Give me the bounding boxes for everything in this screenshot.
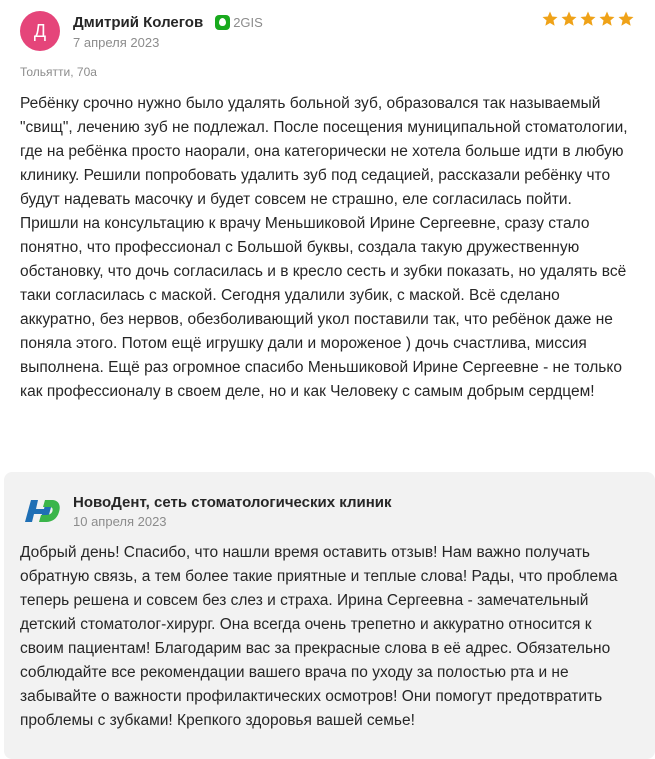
2gis-icon bbox=[215, 15, 230, 30]
review-source bbox=[215, 15, 263, 30]
branch-address[interactable]: Тольятти, 70а bbox=[20, 65, 97, 79]
author-name[interactable]: Дмитрий Колегов bbox=[73, 14, 204, 31]
rating-stars bbox=[540, 10, 635, 28]
author-line bbox=[73, 14, 263, 31]
source-label: 2GIS bbox=[233, 15, 263, 30]
review-date: 7 апреля 2023 bbox=[73, 35, 160, 50]
reply-date: 10 апреля 2023 bbox=[73, 514, 167, 529]
star-icon bbox=[579, 10, 597, 28]
review-header bbox=[20, 8, 635, 56]
reply-text: Добрый день! Спасибо, что нашли время оставить отзыв! Нам важно получать обратную связь, а тем более такие приятные и теплые слова! Рады, что проблема теперь решена и совсем без слез и страха. Ирина Сергеевна - замечательный детский стоматолог-хирург. Она всегда очень трепетно и аккуратно относится к своим пациентам! Благодарим вас за прекрасные слова в её адрес. Обязательно соблюдайте все рекомендации вашего врача по уходу за полостью рта и не забывайте о важности профилактических осмотров! Они помогут предотвратить проблемы с зубками! Крепкого здоровья вашей семье! bbox=[20, 544, 618, 729]
review-text: Ребёнку срочно нужно было удалять больной зуб, образовался так называемый "свищ", лечению зуб не подлежал. После посещения муниципальной стоматологии, где на ребёнка просто наорали, она категорически не хотела больше идти в любую клинику. Решили попробовать удалить зуб под седацией, рассказали ребёнку что будут надевать масочку и будет совсем не страшно, еле согласилась пойти. Пришли на консультацию к врачу Меньшиковой Ирине Сергеевне, сразу стало понятно, что профессионал с Большой буквы, создала такую дружественную обстановку, что дочь согласилась и в кресло сесть и зубки показать, но удалять всё таки согласилась с маской. Сегодня удалили зубик, с маской. Всё сделано аккуратно, без нервов, обезболивающий укол поставили так, что ребёнок даже не поняла этого. Потом ещё игрушку дали и мороженое ) дочь счастлива, миссия выполнена. Ещё раз огромное спасибо Меньшиковой Ирине Сергеевне - не только как профессионалу в своем деле, но и как Человеку с самым добрым сердцем! bbox=[20, 95, 628, 400]
reply-author[interactable]: НовоДент, сеть стоматологических клиник bbox=[73, 494, 392, 511]
avatar[interactable]: Д bbox=[20, 11, 60, 51]
novodent-logo-icon bbox=[23, 496, 61, 526]
star-icon bbox=[617, 10, 635, 28]
star-icon bbox=[598, 10, 616, 28]
star-icon bbox=[560, 10, 578, 28]
company-reply bbox=[4, 472, 655, 759]
star-icon bbox=[541, 10, 559, 28]
